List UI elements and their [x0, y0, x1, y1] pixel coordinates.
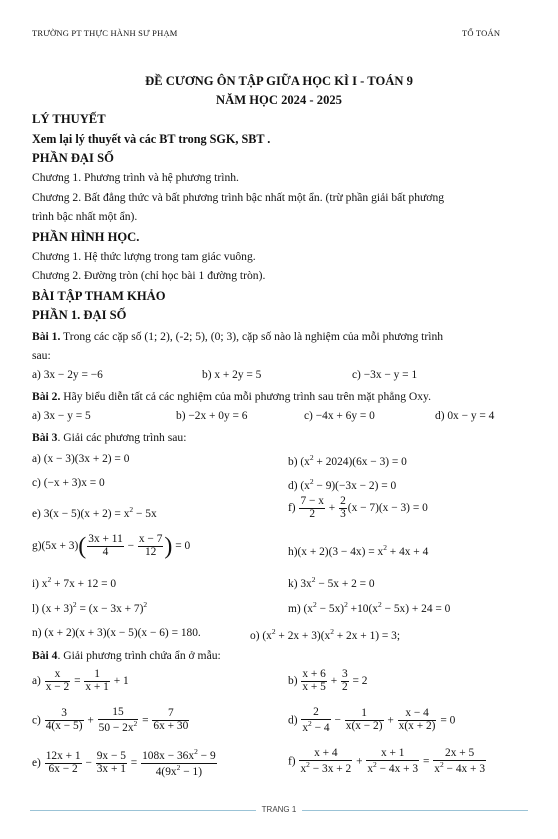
theory-note: Xem lại lý thuyết và các BT trong SGK, SBT .: [32, 132, 271, 146]
bai4-label: Bài 4: [32, 649, 58, 662]
algebra-heading: PHẦN ĐẠI SỐ: [32, 151, 114, 165]
bai3-a: a) (x − 3)(3x + 2) = 0: [32, 453, 130, 465]
fraction: $\frac{1}{x + 1}$: [85, 668, 109, 693]
bai3-c: c) (−x + 3)x = 0: [32, 477, 105, 489]
bai2-b: b) −2x + 0y = 6: [176, 410, 248, 422]
bai2-c: c) −4x + 6y = 0: [304, 410, 375, 422]
page-number: TRANG 1: [256, 805, 303, 814]
fraction: $\frac{12x + 1}{6x - 2}$: [45, 749, 81, 775]
part1-heading: PHẦN 1. ĐẠI SỐ: [32, 308, 127, 322]
fraction: $\frac{x + 6}{x + 5}$: [302, 668, 326, 693]
geometry-chapter-2: Chương 2. Đường tròn (chỉ học bài 1 đường tròn).: [32, 269, 266, 282]
bai1-b: b) x + 2y = 5: [202, 369, 262, 381]
algebra-chapter-1: Chương 1. Phương trình và hệ phương trình.: [32, 171, 239, 184]
bai4-a: a) $\frac{x}{x - 2}$ = $\frac{1}{x + 1}$ + 1: [32, 668, 129, 693]
fraction: $\frac{7}{6x + 30}$: [153, 707, 189, 733]
fraction: $\frac{x - 4}{x(x + 2)}$: [398, 707, 436, 733]
fraction: $\frac{15}{50 - 2x^2}$: [98, 706, 138, 734]
geometry-heading: PHẦN HÌNH HỌC.: [32, 230, 140, 244]
doc-title: ĐỀ CƯƠNG ÔN TẬP GIỮA HỌC KÌ I - TOÁN 9: [145, 74, 413, 88]
bai4-d: d) $\frac{2}{x^2 - 4}$ − $\frac{1}{x(x - 2)}$ + $\frac{x - 4}{x(x + 2)}$ = 0: [288, 706, 456, 734]
bai3-m: m) $(x^2 - 5x)^2 +10(x^2 - 5x) + 24 = 0$: [288, 600, 451, 615]
algebra-chapter-2-line1: Chương 2. Bất đẳng thức và bất phương trình bậc nhất một ẩn. (trừ phần giải bất phương: [32, 191, 445, 204]
bai3-text: Bài 3. Giải các phương trình sau:: [32, 431, 187, 444]
bai1-text-line2: sau:: [32, 349, 51, 362]
geometry-chapter-1: Chương 1. Hệ thức lượng trong tam giác vuông.: [32, 250, 256, 263]
fraction: $\frac{x - 7}{12}$: [138, 533, 163, 558]
bai1-text: Bài 1. Trong các cặp số (1; 2), (-2; 5), (0; 3), cặp số nào là nghiệm của mỗi phương trình: [32, 330, 444, 343]
fraction: $\frac{7 - x}{2}$: [300, 495, 324, 520]
bai3-d: d) $(x^2 - 9)(-3x - 2) = 0$: [288, 477, 397, 492]
fraction: $\frac{3}{2}$: [341, 668, 348, 693]
fraction: $\frac{2}{x^2 - 4}$: [302, 706, 330, 734]
bai3-e: e) $3(x - 5)(x + 2) = x^2 - 5x$: [32, 505, 157, 520]
bai2-text: Bài 2. Hãy biểu diễn tất cả các nghiệm của mỗi phương trình sau trên mặt phẳng Oxy.: [32, 390, 431, 403]
bai3-b: b) $(x^2 + 2024)(6x - 3) = 0$: [288, 453, 407, 468]
bai2-label: Bài 2.: [32, 390, 61, 403]
fraction: $\frac{x}{x - 2}$: [45, 668, 70, 693]
bai1-c: c) −3x − y = 1: [352, 369, 418, 381]
fraction: $\frac{3}{4(x - 5)}$: [45, 707, 83, 733]
bai4-e: e) $\frac{12x + 1}{6x - 2}$ − $\frac{9x - 5}{3x + 1}$ = $\frac{108x - 36x^2 - 9}{4(9x^2 - 1)}$: [32, 747, 216, 778]
fraction: $\frac{x + 4}{x^2 - 3x + 2}$: [300, 747, 352, 775]
theory-heading: LÝ THUYẾT: [32, 112, 106, 126]
school-name: TRƯỜNG PT THỰC HÀNH SƯ PHẠM: [32, 28, 178, 38]
department-name: TỔ TOÁN: [462, 28, 501, 38]
fraction: $\frac{108x - 36x^2 - 9}{4(9x^2 - 1)}$: [142, 747, 216, 778]
bai3-g: g)(5x + 3)( $\frac{3x + 11}{4}$ − $\frac{x - 7}{12}$ ) = 0: [32, 533, 191, 560]
bai3-o: o) $(x^2 + 2x + 3)(x^2 + 2x + 1) = 3$;: [250, 627, 401, 642]
fraction: $\frac{2x + 5}{x^2 - 4x + 3}$: [434, 747, 486, 775]
bai3-label: Bài 3: [32, 431, 58, 444]
bai2-d: d) 0x − y = 4: [435, 410, 495, 422]
bai3-h: $h)(x + 2)(3 - 4x) = x^2 + 4x + 4$: [288, 543, 429, 558]
bai3-k: k) $3x^2 - 5x + 2 = 0$: [288, 575, 375, 590]
page-footer: [0, 805, 558, 814]
algebra-chapter-2-line2: trình bậc nhất một ẩn).: [32, 210, 138, 223]
bai4-c: c) $\frac{3}{4(x - 5)}$ + $\frac{15}{50 - 2x^2}$ = $\frac{7}{6x + 30}$: [32, 706, 189, 734]
bai1-a: a) 3x − 2y = −6: [32, 369, 103, 381]
fraction: $\frac{9x - 5}{3x + 1}$: [96, 749, 126, 775]
fraction: $\frac{2}{3}$: [340, 495, 346, 520]
bai4-b: b) $\frac{x + 6}{x + 5}$ + $\frac{3}{2}$ = 2: [288, 668, 368, 693]
exercises-heading: BÀI TẬP THAM KHẢO: [32, 289, 166, 303]
fraction: $\frac{1}{x(x - 2)}$: [345, 707, 383, 733]
bai4-f: f) $\frac{x + 4}{x^2 - 3x + 2}$ + $\frac{x + 1}{x^2 - 4x + 3}$ = $\frac{2x + 5}{x^2 - 4x + 3}$: [288, 747, 486, 775]
bai3-i: i) $x^2 + 7x + 12 = 0$: [32, 575, 117, 590]
bai3-n: n) (x + 2)(x + 3)(x − 5)(x − 6) = 180.: [32, 627, 201, 639]
school-year: NĂM HỌC 2024 - 2025: [216, 93, 342, 107]
bai3-l: l) $(x + 3)^2 = (x - 3x + 7)^2$: [32, 600, 148, 615]
fraction: $\frac{x + 1}{x^2 - 4x + 3}$: [367, 747, 419, 775]
bai3-f: f) $\frac{7 - x}{2}$ + $\frac{2}{3}$ (x − 7)(x − 3) = 0: [288, 495, 428, 520]
bai2-a: a) 3x − y = 5: [32, 410, 91, 422]
fraction: $\frac{3x + 11}{4}$: [88, 533, 123, 558]
bai1-label: Bài 1.: [32, 330, 61, 343]
bai4-text: Bài 4. Giải phương trình chứa ẩn ở mẫu:: [32, 649, 221, 662]
